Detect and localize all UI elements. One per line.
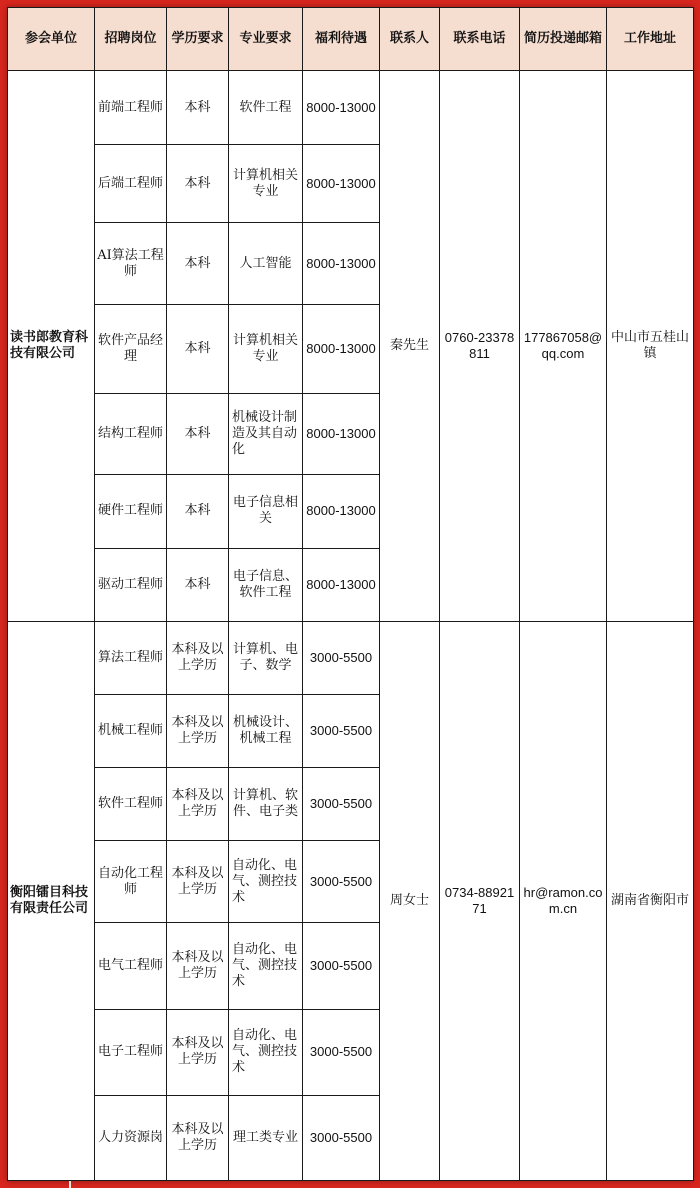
job-education: 本科及以上学历 [167, 768, 229, 841]
edge-mark [69, 1181, 71, 1188]
job-major: 理工类专业 [229, 1095, 303, 1180]
job-title: 硬件工程师 [95, 474, 167, 548]
header-position: 招聘岗位 [95, 8, 167, 71]
recruitment-table [7, 7, 694, 1181]
contact-phone: 0734-8892171 [440, 621, 520, 1180]
job-education: 本科 [167, 393, 229, 474]
job-major: 自动化、电气、测控技术 [229, 841, 303, 923]
job-education: 本科 [167, 305, 229, 393]
header-salary: 福利待遇 [303, 8, 380, 71]
job-major: 人工智能 [229, 223, 303, 305]
job-title: 电气工程师 [95, 923, 167, 1009]
job-title: 后端工程师 [95, 145, 167, 223]
header-education: 学历要求 [167, 8, 229, 71]
job-major: 机械设计制造及其自动化 [229, 393, 303, 474]
contact-person: 周女士 [380, 621, 440, 1180]
job-major: 软件工程 [229, 71, 303, 145]
job-education: 本科及以上学历 [167, 841, 229, 923]
job-salary: 3000-5500 [303, 841, 380, 923]
job-salary: 8000-13000 [303, 474, 380, 548]
job-salary: 8000-13000 [303, 71, 380, 145]
job-education: 本科及以上学历 [167, 621, 229, 694]
job-title: 软件产品经理 [95, 305, 167, 393]
job-education: 本科及以上学历 [167, 1095, 229, 1180]
company-name: 读书郎教育科技有限公司 [8, 71, 95, 622]
job-salary: 3000-5500 [303, 768, 380, 841]
job-salary: 8000-13000 [303, 223, 380, 305]
job-education: 本科 [167, 474, 229, 548]
job-major: 自动化、电气、测控技术 [229, 1009, 303, 1095]
job-major: 计算机、软件、电子类 [229, 768, 303, 841]
contact-phone: 0760-23378811 [440, 71, 520, 622]
table-row [8, 71, 694, 145]
job-title: 自动化工程师 [95, 841, 167, 923]
job-salary: 3000-5500 [303, 621, 380, 694]
header-address: 工作地址 [607, 8, 694, 71]
job-education: 本科及以上学历 [167, 923, 229, 1009]
job-title: 驱动工程师 [95, 548, 167, 621]
job-major: 自动化、电气、测控技术 [229, 923, 303, 1009]
job-title: 电子工程师 [95, 1009, 167, 1095]
contact-person: 秦先生 [380, 71, 440, 622]
job-major: 计算机相关专业 [229, 145, 303, 223]
job-salary: 3000-5500 [303, 1009, 380, 1095]
header-phone: 联系电话 [440, 8, 520, 71]
job-salary: 3000-5500 [303, 1095, 380, 1180]
header-company: 参会单位 [8, 8, 95, 71]
work-address: 中山市五桂山镇 [607, 71, 694, 622]
job-major: 计算机、电子、数学 [229, 621, 303, 694]
job-education: 本科 [167, 71, 229, 145]
job-major: 电子信息、软件工程 [229, 548, 303, 621]
work-address: 湖南省衡阳市 [607, 621, 694, 1180]
job-major: 计算机相关专业 [229, 305, 303, 393]
header-contact: 联系人 [380, 8, 440, 71]
job-education: 本科 [167, 145, 229, 223]
company-name: 衡阳镭目科技有限责任公司 [8, 621, 95, 1180]
job-education: 本科及以上学历 [167, 695, 229, 768]
job-title: 前端工程师 [95, 71, 167, 145]
job-major: 电子信息相关 [229, 474, 303, 548]
job-salary: 8000-13000 [303, 393, 380, 474]
job-salary: 3000-5500 [303, 923, 380, 1009]
job-education: 本科及以上学历 [167, 1009, 229, 1095]
job-salary: 3000-5500 [303, 695, 380, 768]
table-row [8, 621, 694, 694]
job-title: 人力资源岗 [95, 1095, 167, 1180]
recruitment-sheet [7, 7, 693, 1181]
job-title: AI算法工程师 [95, 223, 167, 305]
header-row [8, 8, 694, 71]
job-title: 软件工程师 [95, 768, 167, 841]
header-major: 专业要求 [229, 8, 303, 71]
contact-email[interactable]: hr@ramon.com.cn [520, 621, 607, 1180]
job-education: 本科 [167, 548, 229, 621]
job-education: 本科 [167, 223, 229, 305]
job-title: 结构工程师 [95, 393, 167, 474]
job-salary: 8000-13000 [303, 548, 380, 621]
job-title: 算法工程师 [95, 621, 167, 694]
header-email: 简历投递邮箱 [520, 8, 607, 71]
job-salary: 8000-13000 [303, 305, 380, 393]
job-salary: 8000-13000 [303, 145, 380, 223]
job-title: 机械工程师 [95, 695, 167, 768]
contact-email[interactable]: 177867058@qq.com [520, 71, 607, 622]
job-major: 机械设计、机械工程 [229, 695, 303, 768]
